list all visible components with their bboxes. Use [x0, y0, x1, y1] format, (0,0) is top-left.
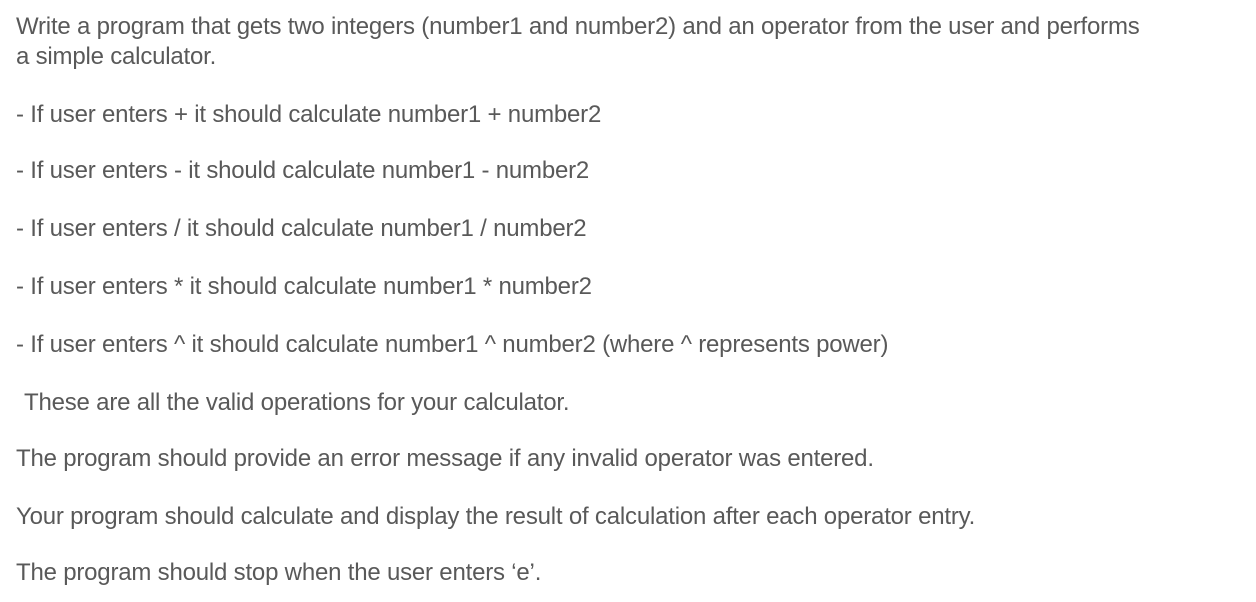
- intro-paragraph-line-1: Write a program that gets two integers (number1 and number2) and an operator from the user and performs: [16, 13, 1140, 40]
- invalid-operator-error-note: The program should provide an error message if any invalid operator was entered.: [16, 445, 874, 472]
- power-rule: - If user enters ^ it should calculate number1 ^ number2 (where ^ represents power): [16, 331, 889, 358]
- addition-rule: - If user enters + it should calculate number1 + number2: [16, 101, 602, 128]
- stop-condition-note: The program should stop when the user enters ‘e’.: [16, 559, 542, 586]
- division-rule: - If user enters / it should calculate number1 / number2: [16, 215, 587, 242]
- result-display-note: Your program should calculate and display the result of calculation after each operator entry.: [16, 503, 976, 530]
- valid-operations-note: These are all the valid operations for your calculator.: [24, 389, 570, 416]
- subtraction-rule: - If user enters - it should calculate number1 - number2: [16, 157, 590, 184]
- intro-paragraph-line-2: a simple calculator.: [16, 43, 217, 70]
- multiplication-rule: - If user enters * it should calculate number1 * number2: [16, 273, 592, 300]
